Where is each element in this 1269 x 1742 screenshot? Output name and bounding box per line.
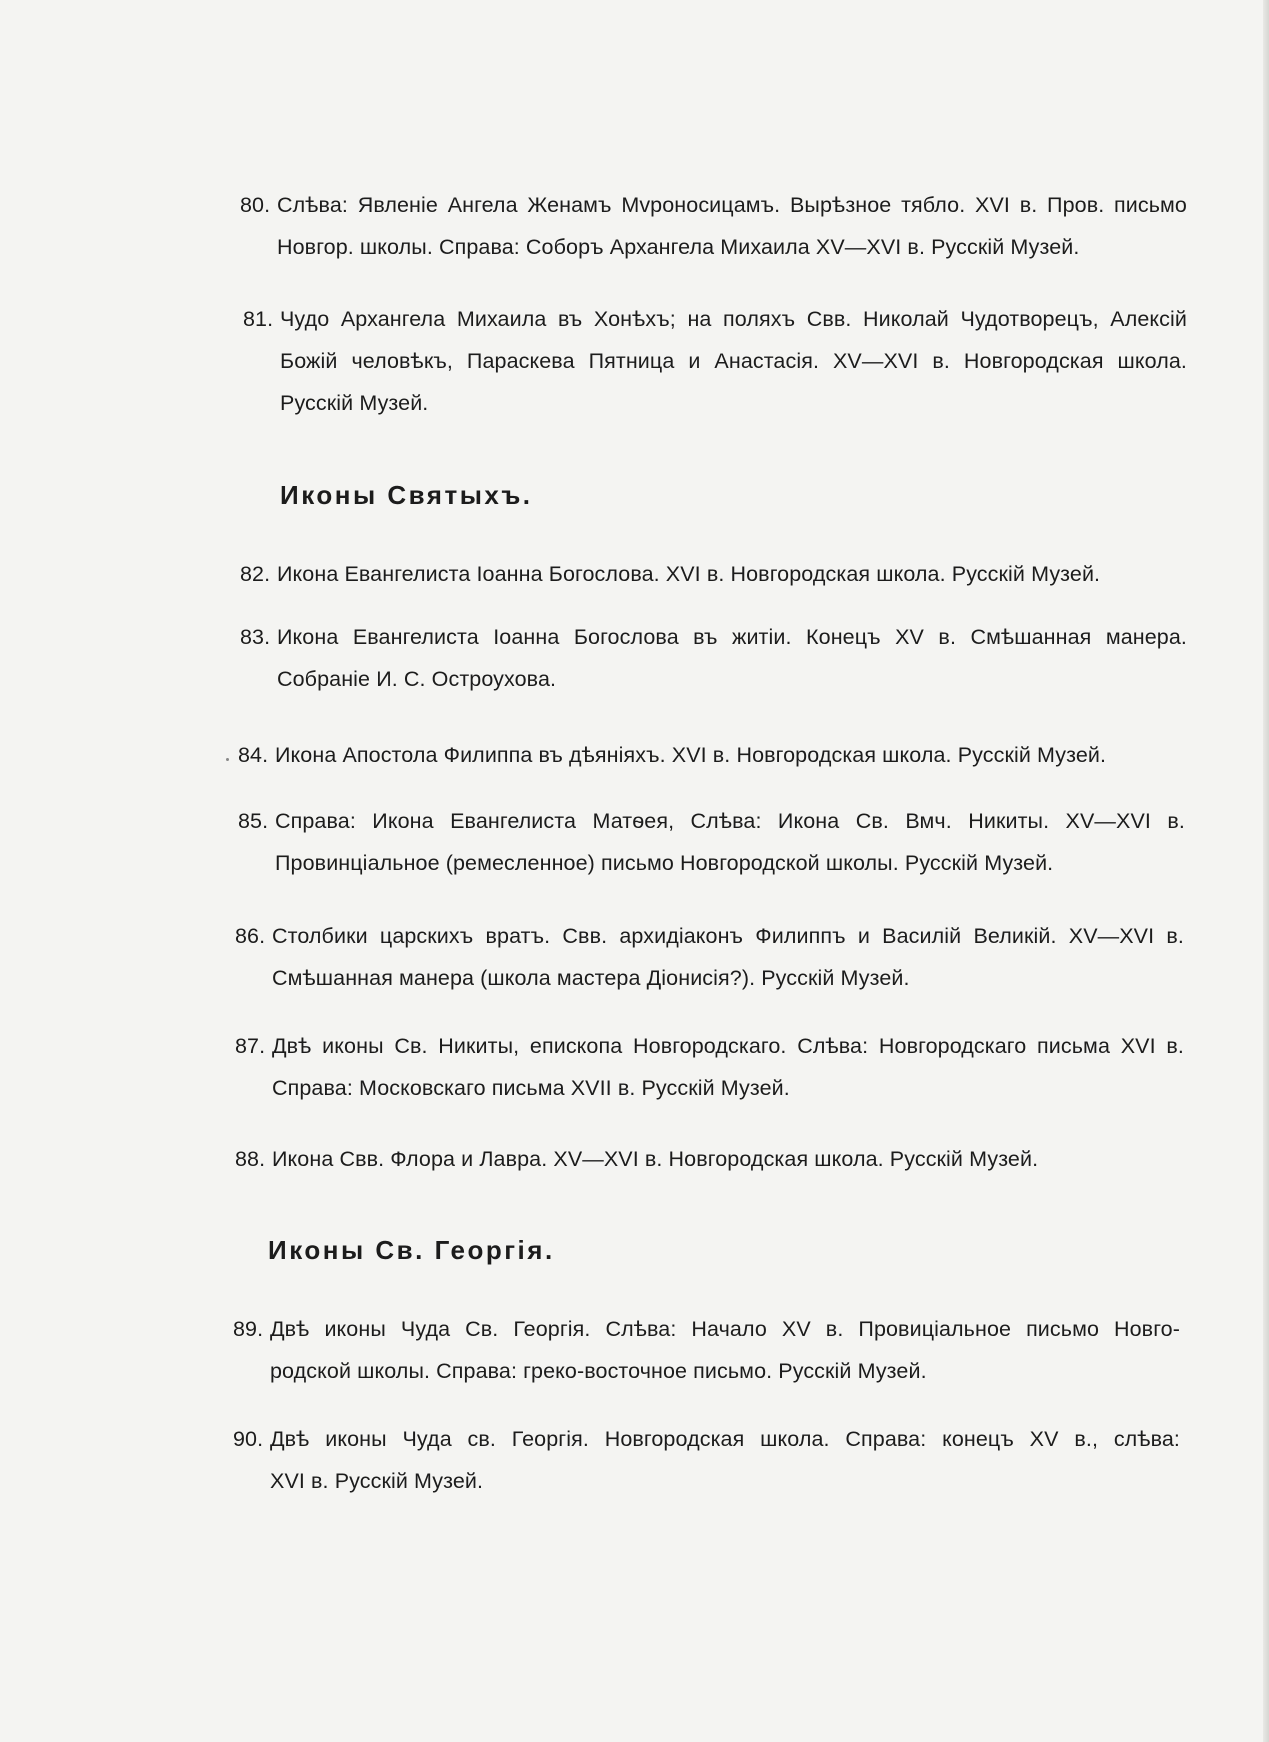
item-text-line: Икона Свв. Флора и Лавра. XV—XVI в. Новгородская школа. Русскій Музей. [272,1147,1039,1171]
item-text-line: Икона Евангелиста Іоанна Богослова въ житіи. Конецъ XV в. Смѣшанная манера. [277,625,1187,649]
list-item [233,1308,1180,1392]
list-item [235,1138,1172,1180]
item-text-line: Столбики царскихъ вратъ. Свв. архидіаконъ Филиппъ и Василій Великій. XV—XVI в. [272,924,1184,948]
item-text-line: Собраніе И. С. Остроухова. [277,667,557,691]
item-number: 89. [233,1317,264,1341]
item-text-line: Двѣ иконы Чуда св. Георгія. Новгородская школа. Справа: конецъ XV в., слѣва: [270,1427,1180,1451]
item-number: 84. [238,743,269,767]
item-text-line: Провинціальное (ремесленное) письмо Новгородской школы. Русскій Музей. [275,851,1054,875]
item-text-line: Икона Апостола Филиппа въ дѣяніяхъ. XVI в. Новгородская школа. Русскій Музей. [275,743,1107,767]
item-text-line: Чудо Архангела Михаила въ Хонѣхъ; на поляхъ Свв. Николай Чудотворецъ, Алексій [280,307,1187,331]
list-item [233,1418,1180,1502]
item-text-line: Божій человѣкъ, Параскева Пятница и Анастасія. XV—XVI в. Новгородская школа. [280,349,1187,373]
item-number: 86. [235,924,266,948]
item-text-line: родской школы. Справа: греко-восточное письмо. Русскій Музей. [270,1359,927,1383]
item-text-line: XVI в. Русскій Музей. [270,1469,484,1493]
item-text-line: Двѣ иконы Св. Никиты, епископа Новгородскаго. Слѣва: Новгородскаго письма XVI в. [272,1034,1184,1058]
list-item [238,800,1185,884]
list-item [243,298,1187,424]
item-text-line: Икона Евангелиста Іоанна Богослова. XVI в. Новгородская школа. Русскій Музей. [277,562,1101,586]
list-item [240,553,1177,595]
item-number: 80. [240,193,271,217]
item-number: 83. [240,625,271,649]
list-item [238,734,1187,776]
item-text-line: Слѣва: Явленіе Ангела Женамъ Мvроносицамъ. Вырѣзное тябло. XVI в. Пров. письмо [277,193,1187,217]
list-item [235,915,1184,999]
item-number: 81. [243,307,274,331]
list-item [235,1025,1184,1109]
item-text-line: Смѣшанная манера (школа мастера Діонисія?). Русскій Музей. [272,966,910,990]
section-heading: Иконы Святыхъ. [280,480,533,510]
item-number: 90. [233,1427,264,1451]
section-heading: Иконы Св. Георгія. [268,1235,555,1265]
item-text-line: Новгор. школы. Справа: Соборъ Архангела Михаила XV—XVI в. Русскій Музей. [277,235,1080,259]
list-item [240,616,1187,700]
item-number: 88. [235,1147,266,1171]
item-number: 85. [238,809,269,833]
paper-speck [226,758,229,761]
item-text-line: Справа: Икона Евангелиста Матѳея, Слѣва: Икона Св. Вмч. Никиты. XV—XVI в. [275,809,1185,833]
page-edge-shadow [1263,0,1269,1742]
item-text-line: Двѣ иконы Чуда Св. Георгія. Слѣва: Начало XV в. Провиціальное письмо Новго- [270,1317,1180,1341]
list-item [240,184,1187,268]
item-text-line: Русскій Музей. [280,391,429,415]
item-number: 82. [240,562,271,586]
item-number: 87. [235,1034,266,1058]
item-text-line: Справа: Московскаго письма XVII в. Русскій Музей. [272,1076,790,1100]
